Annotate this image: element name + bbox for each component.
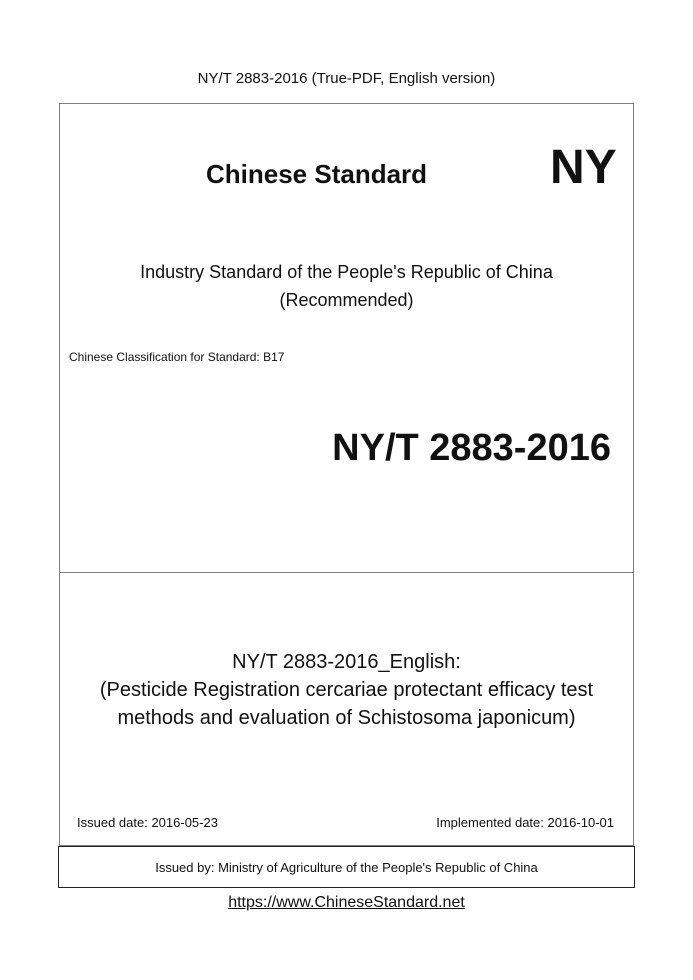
recommended-line: (Recommended): [279, 290, 414, 310]
title-line-1: NY/T 2883-2016_English:: [232, 651, 461, 673]
issuer-text: Issued by: Ministry of Agriculture of the People's Republic of China: [155, 859, 538, 875]
classification-text: Chinese Classification for Standard: B17: [69, 350, 285, 364]
title-line-3: methods and evaluation of Schistosoma japonicum): [117, 707, 576, 729]
standard-mark: NY: [550, 141, 617, 194]
issuer-box: [58, 846, 635, 888]
industry-standard-line: Industry Standard of the People's Republic of China: [140, 262, 553, 282]
implemented-date: Implemented date: 2016-10-01: [436, 815, 614, 830]
standard-code: NY/T 2883-2016: [332, 427, 611, 469]
document-header: NY/T 2883-2016 (True-PDF, English version): [197, 70, 496, 87]
chinese-standard-heading: Chinese Standard: [206, 159, 428, 189]
title-line-2: (Pesticide Registration cercariae protectant efficacy test: [99, 679, 594, 701]
website-link[interactable]: https://www.ChineseStandard.net: [228, 894, 465, 911]
issued-date: Issued date: 2016-05-23: [77, 815, 218, 830]
